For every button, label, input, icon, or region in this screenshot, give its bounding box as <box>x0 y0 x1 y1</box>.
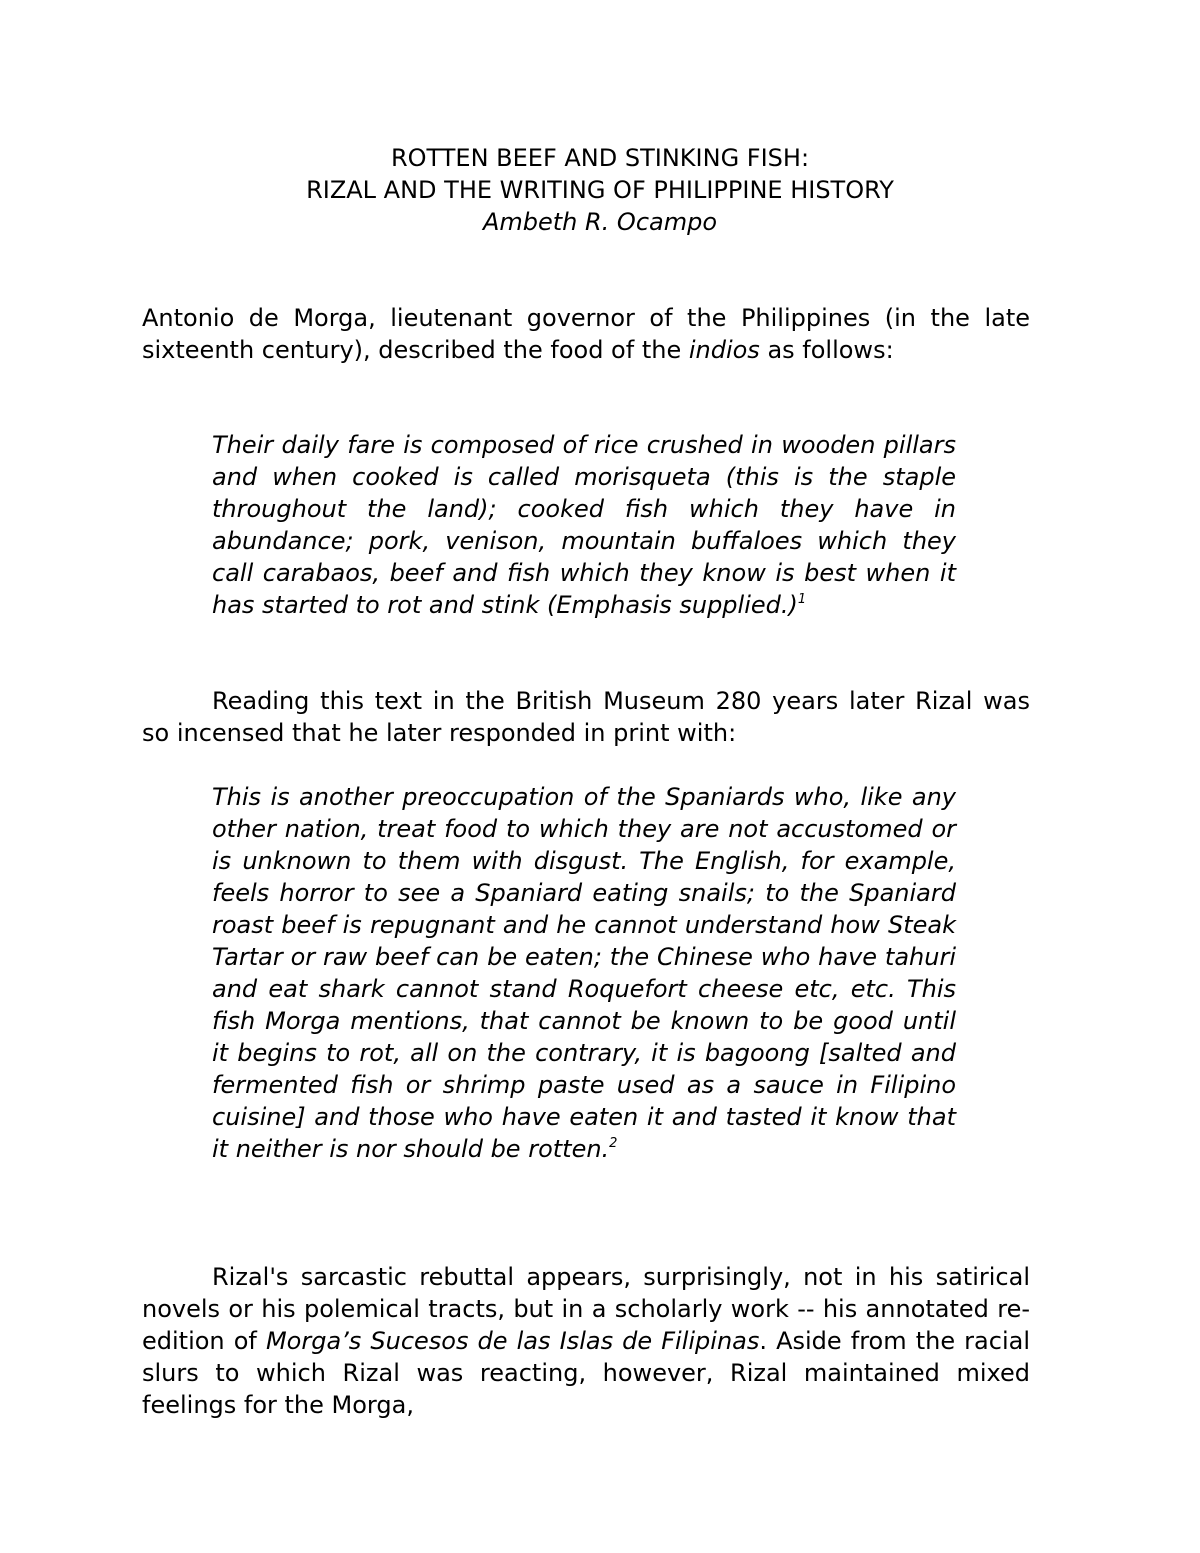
paragraph-3-italic: Morga’s Sucesos de las Islas de Filipinas <box>265 1327 760 1355</box>
paragraph-3 <box>142 1261 1030 1421</box>
block-quote-1 <box>212 429 956 621</box>
title-line-1: ROTTEN BEEF AND STINKING FISH: <box>390 144 810 172</box>
paragraph-1-italic: indios <box>688 336 760 364</box>
footnote-marker-2: 2 <box>609 1136 618 1151</box>
paragraph-3-text-b: . Aside from the racial slurs to which Rizal was reacting, however, Rizal maintained mixed feelings for the Morga, <box>142 1327 1030 1419</box>
block-quote-2 <box>212 781 956 1165</box>
block-quote-1-text: Their daily fare is composed of rice crushed in wooden pillars and when cooked is called morisqueta (this is the staple throughout the land); cooked fish which they have in abundance; pork, venison, mountain buffaloes which they call carabaos, beef and fish which they know is best when it has started to rot and stink (Emphasis supplied.) <box>212 431 956 619</box>
paragraph-1-text-a: Antonio de Morga, lieutenant governor of the Philippines (in the late sixteenth century), described the food of the <box>142 304 1030 364</box>
block-quote-2-text: This is another preoccupation of the Spaniards who, like any other nation, treat food to which they are not accustomed or is unknown to them with disgust. The English, for example, feels horror to see a Spaniard eating snails; to the Spaniard roast beef is repugnant and he cannot understand how Steak Tartar or raw beef can be eaten; the Chinese who have tahuri and eat shark cannot stand Roquefort cheese etc, etc. This fish Morga mentions, that cannot be known to be good until it begins to rot, all on the contrary, it is bagoong [salted and fermented fish or shrimp paste used as a sauce in Filipino cuisine] and those who have eaten it and tasted it know that it neither is nor should be rotten. <box>212 783 956 1163</box>
paragraph-1-text-b: as follows: <box>759 336 894 364</box>
title-block <box>0 142 1200 238</box>
title-line-2: RIZAL AND THE WRITING OF PHILIPPINE HISTORY <box>306 176 894 204</box>
paragraph-3-text-a: Rizal's sarcastic rebuttal appears, surprisingly, not in his satirical novels or his polemical tracts, but in a scholarly work -- his annotated re-edition of <box>142 1263 1030 1355</box>
paragraph-2 <box>142 685 1030 749</box>
paragraph-1 <box>142 302 1030 366</box>
paragraph-2-text: Reading this text in the British Museum 280 years later Rizal was so incensed that he later responded in print with: <box>142 687 1030 747</box>
author-name: Ambeth R. Ocampo <box>482 208 718 236</box>
footnote-marker-1: 1 <box>797 592 807 607</box>
